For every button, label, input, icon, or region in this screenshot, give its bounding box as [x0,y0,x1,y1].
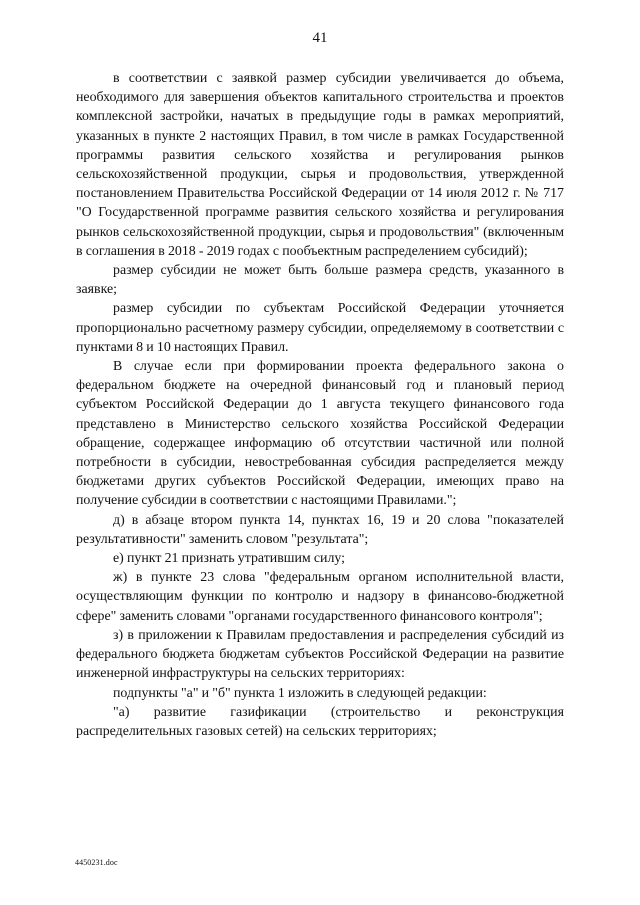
paragraph-subitem-a: "а) развитие газификации (строительство и реконструкция распределительных газовых сетей) на сельских территориях; [76,704,564,739]
paragraph-subsidy-increase: в соответствии с заявкой размер субсидии увеличивается до объема, необходимого для завершения объектов капитального строительства и проектов комплексной застройки, начатых в предыдущие годы в рамках мероприятий, указанных в пункте 2 настоящих Правил, в том числе в рамках Государственной программы развития сельского хозяйства и регулирования рынков сельскохозяйственной продукции, сырья и продовольствия, утвержденной постановлением Правительства Российской Федерации от 14 июля 2012 г. № 717 "О Государственной программе развития сельского хозяйства и регулирования рынков сельскохозяйственной продукции, сырья и продовольствия" (включенным в соглашения в 2018 - 2019 годах с пообъектным распределением субсидий); [76,71,564,259]
paragraph-subsidy-adjustment: размер субсидии по субъектам Российской Федерации уточняется пропорционально расчетному размеру субсидии, определяемому в соответствии с пунктами 8 и 10 настоящих Правил. [76,301,564,355]
paragraph-item-z: з) в приложении к Правилам предоставления и распределения субсидий из федерального бюджета бюджетам субъектов Российской Федерации на развитие инженерной инфраструктуры на сельских территориях: [76,627,564,682]
document-body [76,69,564,741]
paragraph-subsidy-limit: размер субсидии не может быть больше размера средств, указанного в заявке; [76,263,564,298]
paragraph-subitems-intro: подпункты "а" и "б" пункта 1 изложить в следующей редакции: [113,685,487,701]
page-number: 41 [312,30,328,46]
paragraph-item-zh: ж) в пункте 23 слова "федеральным органом исполнительной власти, осуществляющим функции по контролю и надзору в финансово-бюджетной сфере" заменить словами "органами государственного финансового контроля"; [76,570,564,624]
paragraph-item-d: д) в абзаце втором пункта 14, пунктах 16, 19 и 20 слова "показателей результативности" заменить словом "результата"; [76,512,564,547]
footer-filename: 4450231.doc [75,858,118,867]
paragraph-item-e: е) пункт 21 признать утратившим силу; [113,551,346,567]
paragraph-unclaimed-subsidy: В случае если при формировании проекта федерального закона о федеральном бюджете на очередной финансовый год и плановый период субъектом Российской Федерации до 1 августа текущего финансового года представлено в Министерство сельского хозяйства Российской Федерации обращение, содержащее информацию об отсутствии частичной или полной потребности в субсидии, невостребованная субсидия распределяется между бюджетами других субъектов Российской Федерации, имеющих право на получение субсидии в соответствии с настоящими Правилами."; [76,359,564,509]
